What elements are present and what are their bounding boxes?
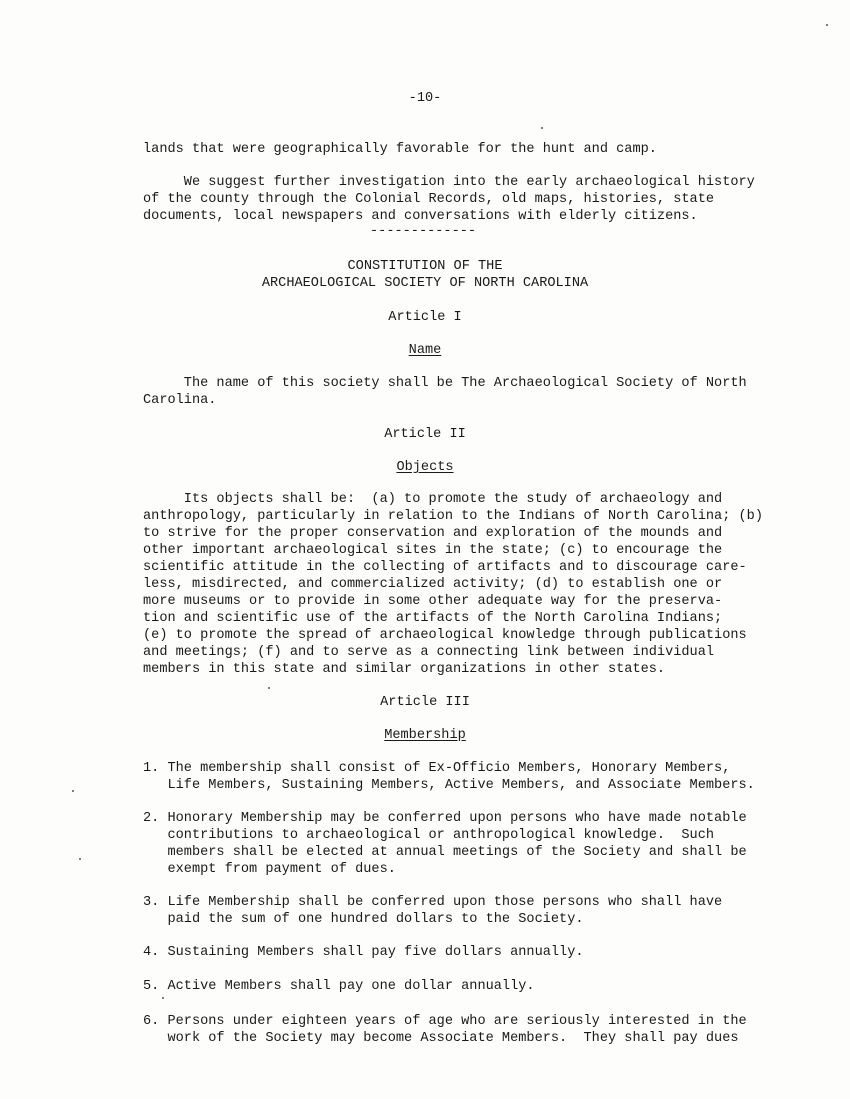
- page-number: -10-: [408, 91, 442, 106]
- article-1-line: The name of this society shall be The Archaeological Society of North: [143, 376, 747, 391]
- scan-speck: [826, 24, 828, 26]
- intro-para-line: We suggest further investigation into the early archaeological history: [143, 175, 755, 190]
- list-item-line: 6. Persons under eighteen years of age who are seriously interested in the: [143, 1014, 747, 1029]
- list-item-line: 4. Sustaining Members shall pay five dollars annually.: [143, 945, 584, 960]
- list-item-line: 3. Life Membership shall be conferred upon those persons who shall have: [143, 895, 723, 910]
- section-divider: -------------: [370, 224, 477, 239]
- article-2-line: other important archaeological sites in the state; (c) to encourage the: [143, 543, 723, 558]
- list-item-line: Life Members, Sustaining Members, Active Members, and Associate Members.: [143, 778, 755, 793]
- article-3-subheading: Membership: [384, 728, 466, 743]
- list-item-line: contributions to archaeological or anthropological knowledge. Such: [143, 828, 715, 843]
- intro-para-line: documents, local newspapers and conversations with elderly citizens.: [143, 209, 698, 224]
- scan-speck: [162, 997, 164, 999]
- article-2-line: more museums or to provide in some other adequate way for the preserva-: [143, 594, 723, 609]
- article-2-line: members in this state and similar organizations in other states.: [143, 662, 666, 677]
- scan-speck: [79, 858, 81, 860]
- article-3-heading: Article III: [380, 695, 470, 710]
- article-1-subheading-row: [0, 343, 850, 360]
- constitution-title: CONSTITUTION OF THE: [347, 259, 503, 274]
- list-item-line: paid the sum of one hundred dollars to the Society.: [143, 912, 584, 927]
- article-1-line: Carolina.: [143, 393, 217, 408]
- article-2-line: tion and scientific use of the artifacts of the North Carolina Indians;: [143, 611, 723, 626]
- article-2-subheading: Objects: [396, 460, 454, 475]
- intro-para-line: of the county through the Colonial Records, old maps, histories, state: [143, 192, 715, 207]
- intro-line: lands that were geographically favorable for the hunt and camp.: [143, 142, 657, 157]
- article-2-line: scientific attitude in the collecting of artifacts and to discourage care-: [143, 560, 747, 575]
- list-item-line: work of the Society may become Associate Members. They shall pay dues: [143, 1031, 739, 1046]
- list-item-line: 2. Honorary Membership may be conferred upon persons who have made notable: [143, 811, 747, 826]
- list-item-line: exempt from payment of dues.: [143, 862, 396, 877]
- scan-speck: [268, 687, 270, 689]
- article-2-line: (e) to promote the spread of archaeological knowledge through publications: [143, 628, 747, 643]
- article-2-line: and meetings; (f) and to serve as a connecting link between individual: [143, 645, 715, 660]
- scan-speck: [541, 127, 543, 129]
- article-2-subheading-row: [0, 460, 850, 477]
- constitution-subtitle: ARCHAEOLOGICAL SOCIETY OF NORTH CAROLINA: [261, 276, 589, 291]
- list-item-line: members shall be elected at annual meetings of the Society and shall be: [143, 845, 747, 860]
- article-3-subheading-row: [0, 728, 850, 745]
- article-2-line: less, misdirected, and commercialized activity; (d) to establish one or: [143, 577, 723, 592]
- article-1-subheading: Name: [408, 343, 442, 358]
- list-item-line: 1. The membership shall consist of Ex-Officio Members, Honorary Members,: [143, 761, 731, 776]
- article-1-heading: Article I: [388, 310, 462, 325]
- article-2-line: Its objects shall be: (a) to promote the study of archaeology and: [143, 492, 723, 507]
- scan-speck: [72, 790, 74, 792]
- article-2-line: anthropology, particularly in relation to the Indians of North Carolina; (b): [143, 509, 763, 524]
- list-item-line: 5. Active Members shall pay one dollar annually.: [143, 979, 535, 994]
- article-2-heading: Article II: [384, 427, 466, 442]
- article-2-line: to strive for the proper conservation and exploration of the mounds and: [143, 526, 723, 541]
